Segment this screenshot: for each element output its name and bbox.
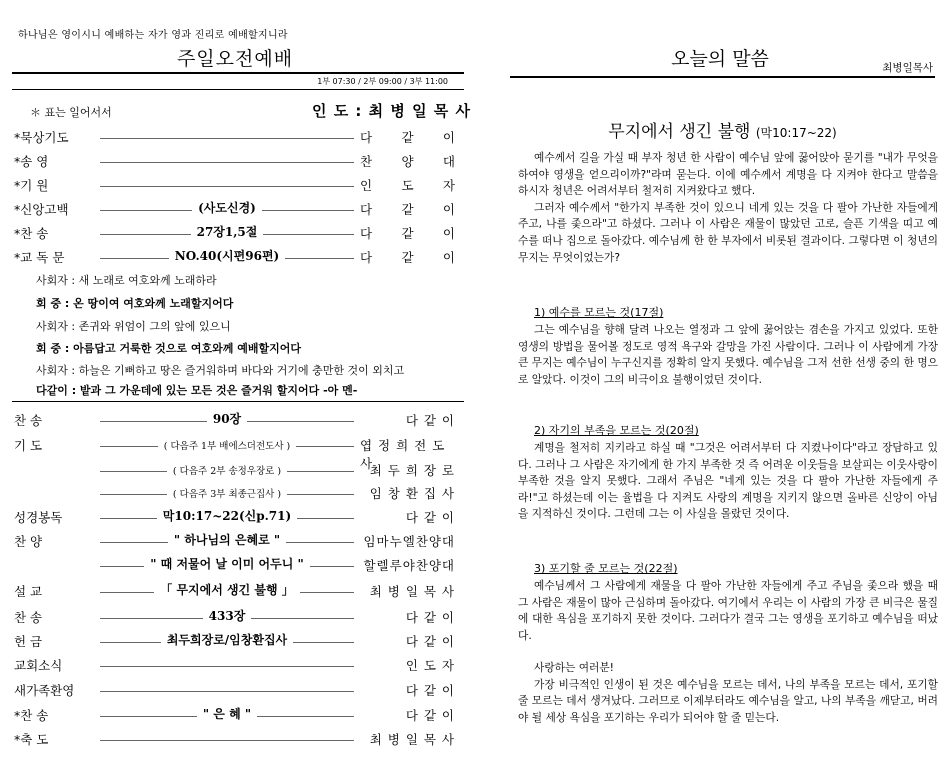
standing-note: ＊ 표는 일어서서	[30, 106, 112, 119]
order-detail: ( 다음주 3부 최종근집사 )	[100, 486, 354, 500]
order-row	[14, 556, 454, 576]
order-row	[14, 461, 454, 481]
order-label: 찬 송	[14, 610, 43, 625]
order-row	[14, 730, 454, 750]
order-responsible: 다 같 이	[405, 510, 455, 525]
order-label: 새가족환영	[14, 683, 75, 698]
order-label: *기 원	[14, 178, 49, 193]
order-row	[14, 200, 454, 220]
sermon-scripture-ref: (막10:17~22)	[755, 126, 837, 140]
order-label: 기 도	[14, 438, 43, 453]
order-responsible: 임 창 환 집 사	[369, 486, 455, 501]
leader-line	[100, 740, 354, 741]
responsive-line: 회 중 : 온 땅이여 여호와께 노래할지어다	[36, 297, 234, 310]
responsive-line: 회 중 : 아름답고 거룩한 것으로 여호와께 예배할지어다	[36, 342, 301, 355]
point-text-2: 계명을 철저히 지키라고 하실 때 "그것은 어려서부터 다 지켰나이다"라고 장담하고 있다. 그러나 그 사람은 자기에게 한 가지 부족한 것 즉 어려운 이웃들을 보살피는 이웃사랑이 부족한 것을 알지 못했다. 그래서 주님은 "네게 있는 것을 다 팔아 가난한 자들에게 주라!"고 하셨는데 이는 율법을 다 지켜도 사랑의 계명을 지키지 않으면 올바른 신앙이 아님을 지적하신 것이다. 그런데 그는 이 사실을 몰랐던 것이다.	[518, 441, 938, 521]
responsive-line: 사회자 : 존귀와 위엄이 그의 앞에 있으니	[36, 320, 231, 333]
order-label: *묵상기도	[14, 130, 69, 145]
times-rule	[12, 89, 464, 90]
closing-greeting: 사랑하는 여러분!	[534, 661, 614, 674]
order-responsible: 다 같 이	[405, 610, 455, 625]
order-label: 교회소식	[14, 658, 63, 673]
responsive-line: 다같이 : 밭과 그 가운데에 있는 모든 것은 즐거워 할지어다 -아 멘-	[36, 384, 358, 397]
order-detail: 433장	[100, 607, 354, 624]
order-row	[14, 656, 454, 676]
order-responsible: 다 같 이	[360, 130, 455, 145]
order-detail: " 하나님의 은혜로 "	[100, 531, 354, 548]
service-times: 1부 07:30 / 2부 09:00 / 3부 11:00	[317, 77, 448, 86]
closing-paragraph: 가장 비극적인 인생이 된 것은 예수님을 모르는 데서, 나의 부족을 모르는 데서, 포기할 줄 모르는 데서 생겨났다. 그러므로 이제부터라도 예수님을 알고, 나의 부족을 깨닫고, 버려야 될 세상 욕심을 포기하는 우리가 되어야 할 줄 믿는다.	[518, 677, 938, 724]
responsive-line: 사회자 : 새 노래로 여호와께 노래하라	[36, 274, 217, 287]
order-responsible: 다 같 이	[360, 250, 455, 265]
order-label: 헌 금	[14, 634, 43, 649]
order-responsible: 최 병 일 목 사	[369, 732, 455, 747]
order-responsible: 최 병 일 목 사	[369, 584, 455, 599]
order-responsible: 다 같 이	[405, 413, 455, 428]
responsive-line: 사회자 : 하늘은 기뻐하고 땅은 즐거워하며 바다와 거기에 충만한 것이 외치고	[36, 364, 405, 377]
order-responsible: 할렐루야찬양대	[363, 558, 455, 573]
order-label: *축 도	[14, 732, 49, 747]
order-detail: 최두희장로/임창환집사	[100, 631, 354, 648]
leader-line	[100, 666, 354, 667]
point-heading-3: 3) 포기할 줄 모르는 것(22절)	[534, 562, 678, 575]
order-responsible: 다 같 이	[405, 708, 455, 723]
order-responsible: 찬 양 대	[360, 154, 455, 169]
order-label: *송 영	[14, 154, 49, 169]
order-row	[14, 128, 454, 148]
leader-line	[100, 138, 354, 139]
order-detail: 막10:17~22(신p.71)	[100, 507, 354, 524]
order-label: *찬 송	[14, 708, 49, 723]
order-detail: " 때 저물어 날 이미 어두니 "	[100, 555, 354, 572]
service-title: 주일오전예배	[176, 48, 294, 70]
leader-line	[100, 691, 354, 692]
order-row	[14, 532, 454, 552]
sermon-page	[510, 0, 947, 772]
leader-line	[100, 162, 354, 163]
order-responsible: 다 같 이	[360, 226, 455, 241]
order-responsible: 다 같 이	[405, 634, 455, 649]
order-label: *찬 송	[14, 226, 49, 241]
order-detail: " 은 혜 "	[100, 705, 354, 722]
order-label: 찬 양	[14, 534, 43, 549]
order-row	[14, 248, 454, 268]
bulletin-order-page	[0, 0, 470, 772]
order-row	[14, 484, 454, 504]
order-row	[14, 706, 454, 726]
section-divider	[12, 401, 464, 402]
order-label: *교 독 문	[14, 250, 65, 265]
order-detail: ( 다음주 2부 송정우장로 )	[100, 463, 354, 477]
page-gutter	[484, 0, 485, 772]
intro-paragraph: 그러자 예수께서 "한가지 부족한 것이 있으니 네게 있는 것을 다 팔아 가난한 자들에게 주고, 나를 좇으라"고 하셨다. 그러나 이 사람은 재물이 많았던 고로, 슬픈 기색을 띠고 예수를 떠나 집으로 돌아갔다. 예수님께 한 한 부자에서 비롯된 결과이다. 그렇다면 이 청년의 무지는 무엇이었는가?	[518, 200, 938, 264]
order-row	[14, 411, 454, 431]
sermon-title	[510, 117, 935, 142]
order-detail: 27장1,5절	[100, 223, 354, 240]
sermon-title-text: 무지에서 생긴 불행	[608, 122, 751, 142]
order-responsible: 인 도 자	[360, 178, 455, 193]
order-detail: (사도신경)	[100, 199, 354, 216]
point-heading-2: 2) 자기의 부족을 모르는 것(20절)	[534, 424, 699, 437]
intro-paragraph: 예수께서 길을 가실 때 부자 청년 한 사람이 예수님 앞에 꿇어앉아 묻기를 "내가 무엇을 하여야 영생을 얻으리이까?"라며 묻는다. 이에 예수께서 계명을 다 지켜야 한다고 말씀을 하시자 청년은 어려서부터 철저히 지켜왔다고 했다.	[518, 151, 938, 198]
point-text-1: 그는 예수님을 향해 달려 나오는 열정과 그 앞에 꿇어앉는 겸손을 가지고 있었다. 또한 영생의 방법을 물어볼 정도로 영적 욕구와 갈망을 가진 사람이다. 그러나 이 사람에게 가장 큰 무지는 예수님이 누구신지를 정확히 알지 못했다. 예수님을 그저 선한 선생 중의 한 명으로 알았다. 이것이 그의 비극이요 불행이었던 것이다.	[518, 323, 938, 386]
order-detail: ( 다음주 1부 배에스더전도사 )	[100, 438, 354, 452]
order-detail: 90장	[100, 410, 354, 427]
order-row	[14, 508, 454, 528]
order-responsible: 인 도 자	[405, 658, 455, 673]
leader: 인 도 : 최 병 일 목 사	[312, 102, 471, 120]
sermon-page-rule	[510, 76, 935, 78]
order-row	[14, 608, 454, 628]
title-rule	[12, 72, 464, 74]
sermon-closing	[518, 660, 938, 726]
leader-line	[100, 186, 354, 187]
order-label: 설 교	[14, 584, 43, 599]
order-row	[14, 224, 454, 244]
order-responsible: 엽 정 희 전 도 사	[360, 438, 446, 471]
order-row	[14, 632, 454, 652]
order-detail: NO.40(시편96편)	[100, 247, 354, 264]
sermon-page-title: 오늘의 말씀	[671, 48, 769, 70]
order-label: 찬 송	[14, 413, 43, 428]
order-responsible: 임마누엘찬양대	[363, 534, 455, 549]
order-row	[14, 152, 454, 172]
order-row	[14, 681, 454, 701]
order-row	[14, 176, 454, 196]
order-detail: 「 무지에서 생긴 불행 」	[100, 581, 354, 598]
motto: 하나님은 영이시니 예배하는 자가 영과 진리로 예배할지니라	[18, 30, 288, 41]
sermon-intro	[518, 150, 938, 266]
order-label: 성경봉독	[14, 510, 63, 525]
point-text-3: 예수님께서 그 사람에게 재물을 다 팔아 가난한 자들에게 주고 주님을 좇으라 했을 때 그 사람은 재물이 많아 근심하며 돌아갔다. 여기에서 우리는 이 사람의 가장 큰 비극은 물질에 대한 욕심을 포기하지 못한 것이다. 그러다가 결국 그는 영생을 포기하고 예수님을 떠났다.	[518, 579, 938, 642]
order-responsible: 다 같 이	[405, 683, 455, 698]
order-label: *신앙고백	[14, 202, 69, 217]
preacher-name: 최병일목사	[882, 62, 933, 74]
order-responsible: 최 두 희 장 로	[369, 463, 455, 478]
point-heading-1: 1) 예수를 모르는 것(17절)	[534, 306, 664, 319]
order-row	[14, 582, 454, 602]
order-responsible: 다 같 이	[360, 202, 455, 217]
